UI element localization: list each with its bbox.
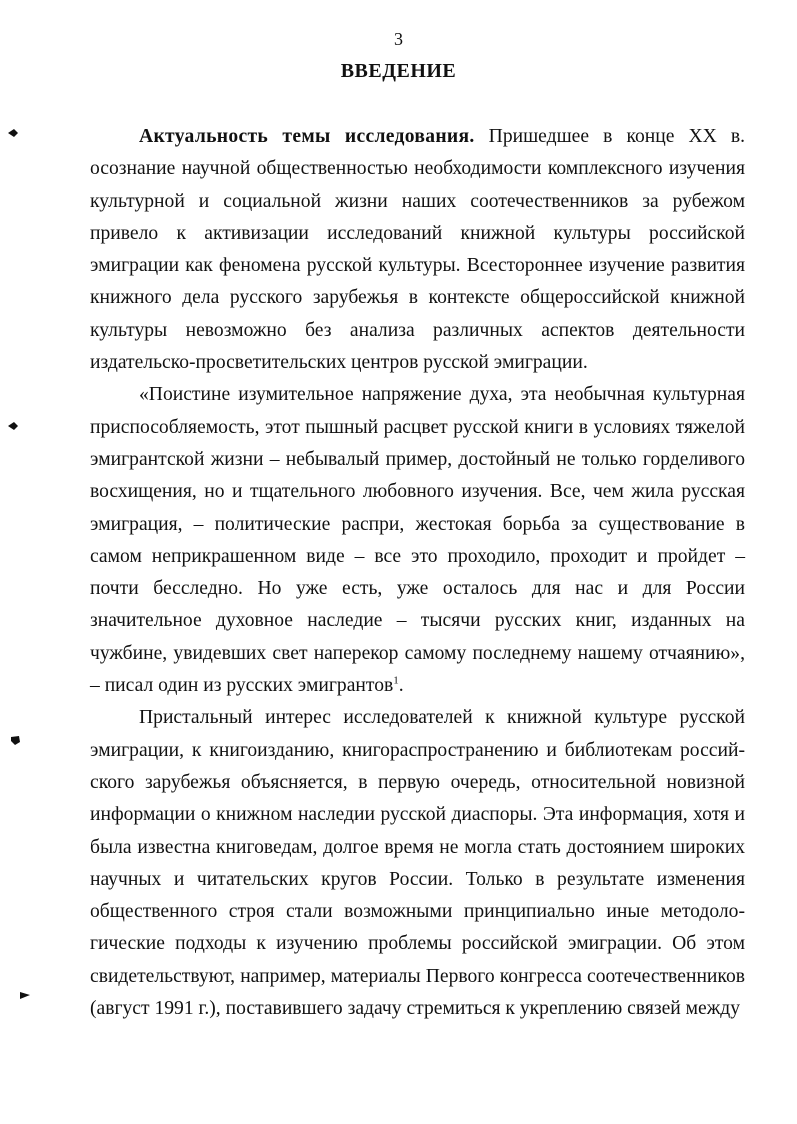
quote-end: . bbox=[398, 675, 404, 697]
paragraph-interest bbox=[90, 702, 745, 1025]
paragraph-text: Пришедшее в конце XX в. осознание научной общественностью необходимости комплексного изучения культурной и социальной жизни наших соотечественников за рубежом привело к активизации исследований книжной культуры российской эмиграции как феномена русской культуры. Всестороннее изучение развития книжного дела русского зарубежья в контексте общероссийской книжной культуры невозможно без анализа различных аспектов деятельности издательско-просветительских центров русской эмиграции. bbox=[90, 126, 745, 374]
margin-mark-icon bbox=[20, 990, 30, 1000]
margin-mark-icon bbox=[8, 128, 18, 138]
document-body bbox=[90, 121, 745, 1025]
page-number: 3 bbox=[394, 29, 403, 49]
quote-text: «Поистине изумительное напряжение духа, эта необычная культурная приспособляемость, этот пышный расцвет русской книги в условиях тяжелой эмигрантской жизни – небывалый пример, достойный не только горделивого восхищения, но и тщательного любовного изучения. Все, чем жила русская эмиграция, – политические распри, жестокая борьба за существование в самом неприкрашенном виде – все это проходило, проходит и пройдет – почти бесследно. Но уже есть, уже осталось для нас и для России значительное духовное наследие – тысячи русских книг, изданных на чужбине, увидевших свет наперекор самому последнему нашему отчаянию», – писал один из русских эмигрантов bbox=[90, 384, 745, 697]
section-lead-in: Актуальность темы исследования. bbox=[139, 126, 475, 147]
page-title: ВВЕДЕНИЕ bbox=[340, 60, 457, 82]
paragraph-quote bbox=[90, 379, 745, 702]
paragraph-text: Пристальный интерес исследователей к книжной культуре русской эмиграции, к книгоизданию, книгораспространению и библиотекам российского зарубежья объясняется, в первую очередь, относительной новизной информации о книжном наследии русской диаспоры. Эта информация, хотя и была известна книговедам, долгое время не могла стать достоянием широких научных и читательских кругов России. Только в результате изменения общественного строя стали возможными принципиально иные методологические подходы к изучению проблемы российской эмиграции. Об этом свидетельствуют, например, материалы Первого конгресса соотечественников (август 1991 г.), поставившего задачу стремиться к укреплению связей между bbox=[90, 707, 745, 1020]
paragraph-relevance bbox=[90, 121, 745, 379]
margin-mark-icon bbox=[8, 421, 18, 431]
footnote-marker[interactable]: 1 bbox=[393, 674, 399, 687]
margin-mark-icon bbox=[10, 735, 20, 745]
